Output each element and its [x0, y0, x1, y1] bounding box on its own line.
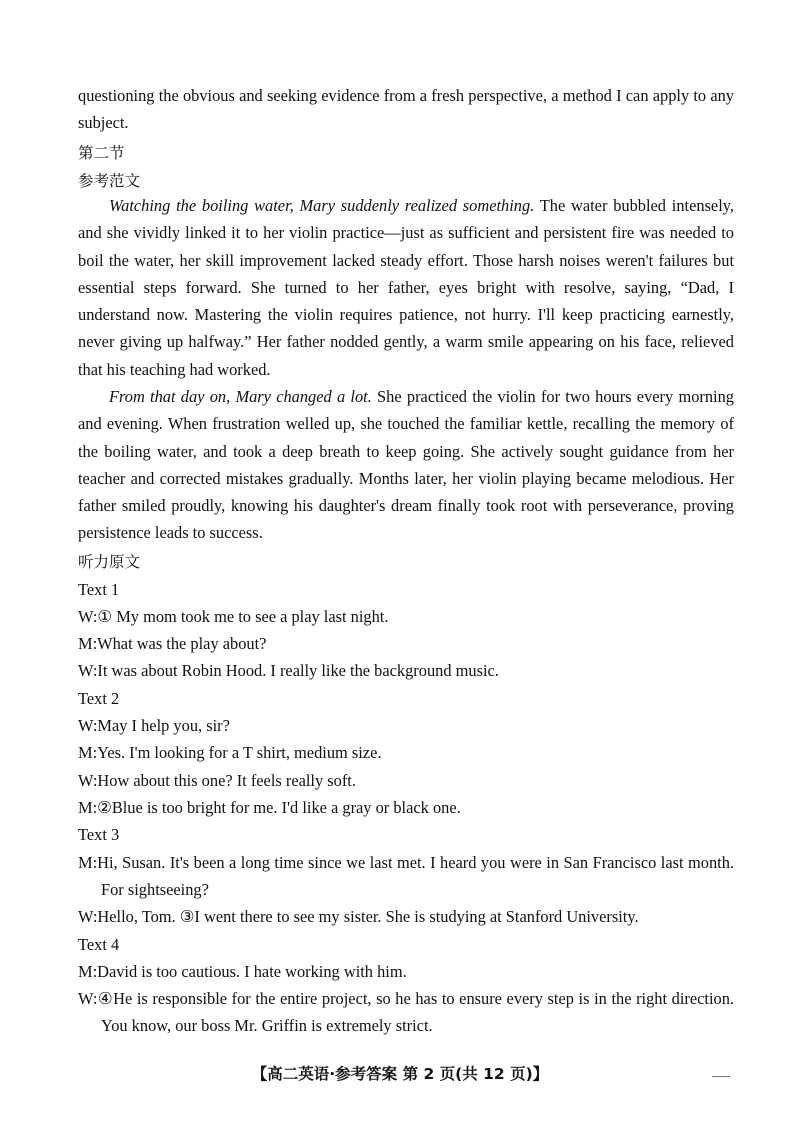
dialogue-line: W:How about this one? It feels really soft.	[78, 771, 356, 790]
text-4-title: Text 4	[78, 935, 120, 954]
dialogue-line: W:It was about Robin Hood. I really like the background music.	[78, 661, 499, 680]
essay-paragraph-2	[78, 383, 734, 547]
dialogue-line: W:May I help you, sir?	[78, 716, 230, 735]
text-1-title: Text 1	[78, 580, 120, 599]
corner-mark	[712, 1076, 730, 1077]
essay-paragraph-2-body: She practiced the violin for two hours every morning and evening. When frustration welled up, she touched the familiar kettle, recalling the memory of the boiling water, and took a deep breath to keep going. She actively sought guidance from her teacher and corrected mistakes gradually. Months later, her violin playing became melodious. Her father smiled proudly, knowing his daughter's dream finally took root with perseverance, proving persistence leads to success.	[78, 387, 734, 543]
essay-paragraph-2-lead: From that day on, Mary changed a lot.	[109, 387, 372, 406]
dialogue-line: M:David is too cautious. I hate working with him.	[78, 962, 407, 981]
text-2-title: Text 2	[78, 689, 120, 708]
dialogue-line: W:④He is responsible for the entire project, so he has to ensure every step is in the right direction. You know, our boss Mr. Griffin is extremely strict.	[78, 989, 734, 1036]
dialogue-line: M:②Blue is too bright for me. I'd like a gray or black one.	[78, 798, 461, 817]
dialogue-line: W:Hello, Tom. ③I went there to see my sister. She is studying at Stanford University.	[78, 907, 639, 926]
essay-paragraph-1-lead: Watching the boiling water, Mary suddenly realized something.	[109, 196, 535, 215]
dialogue-line: W:① My mom took me to see a play last night.	[78, 607, 389, 626]
essay-paragraph-1	[78, 192, 734, 383]
text-3-title: Text 3	[78, 825, 120, 844]
essay-paragraph-1-body: The water bubbled intensely, and she vividly linked it to her violin practice—just as sufficient and persistent fire was needed to boil the water, her skill improvement lacked steady effort. Those harsh noises weren't failures but essential steps forward. She turned to her father, eyes bright with resolve, saying, “Dad, I understand now. Mastering the violin requires patience, not hurry. I'll keep practicing earnestly, never giving up halfway.” Her father nodded gently, a warm smile appearing on his face, relieved that his teaching had worked.	[78, 196, 734, 379]
dialogue-line: M:Hi, Susan. It's been a long time since we last met. I heard you were in San Francisco last month. For sightseeing?	[78, 853, 734, 900]
section-heading: 第二节	[78, 144, 125, 162]
dialogue-line: M:Yes. I'm looking for a T shirt, medium size.	[78, 743, 382, 762]
page-footer: 【高二英语·参考答案 第 2 页(共 12 页)】	[251, 1065, 549, 1083]
transcript-label: 听力原文	[78, 553, 141, 571]
dialogue-line: M:What was the play about?	[78, 634, 267, 653]
model-essay-label: 参考范文	[78, 172, 141, 190]
intro-paragraph: questioning the obvious and seeking evidence from a fresh perspective, a method I can apply to any subject.	[78, 86, 734, 133]
